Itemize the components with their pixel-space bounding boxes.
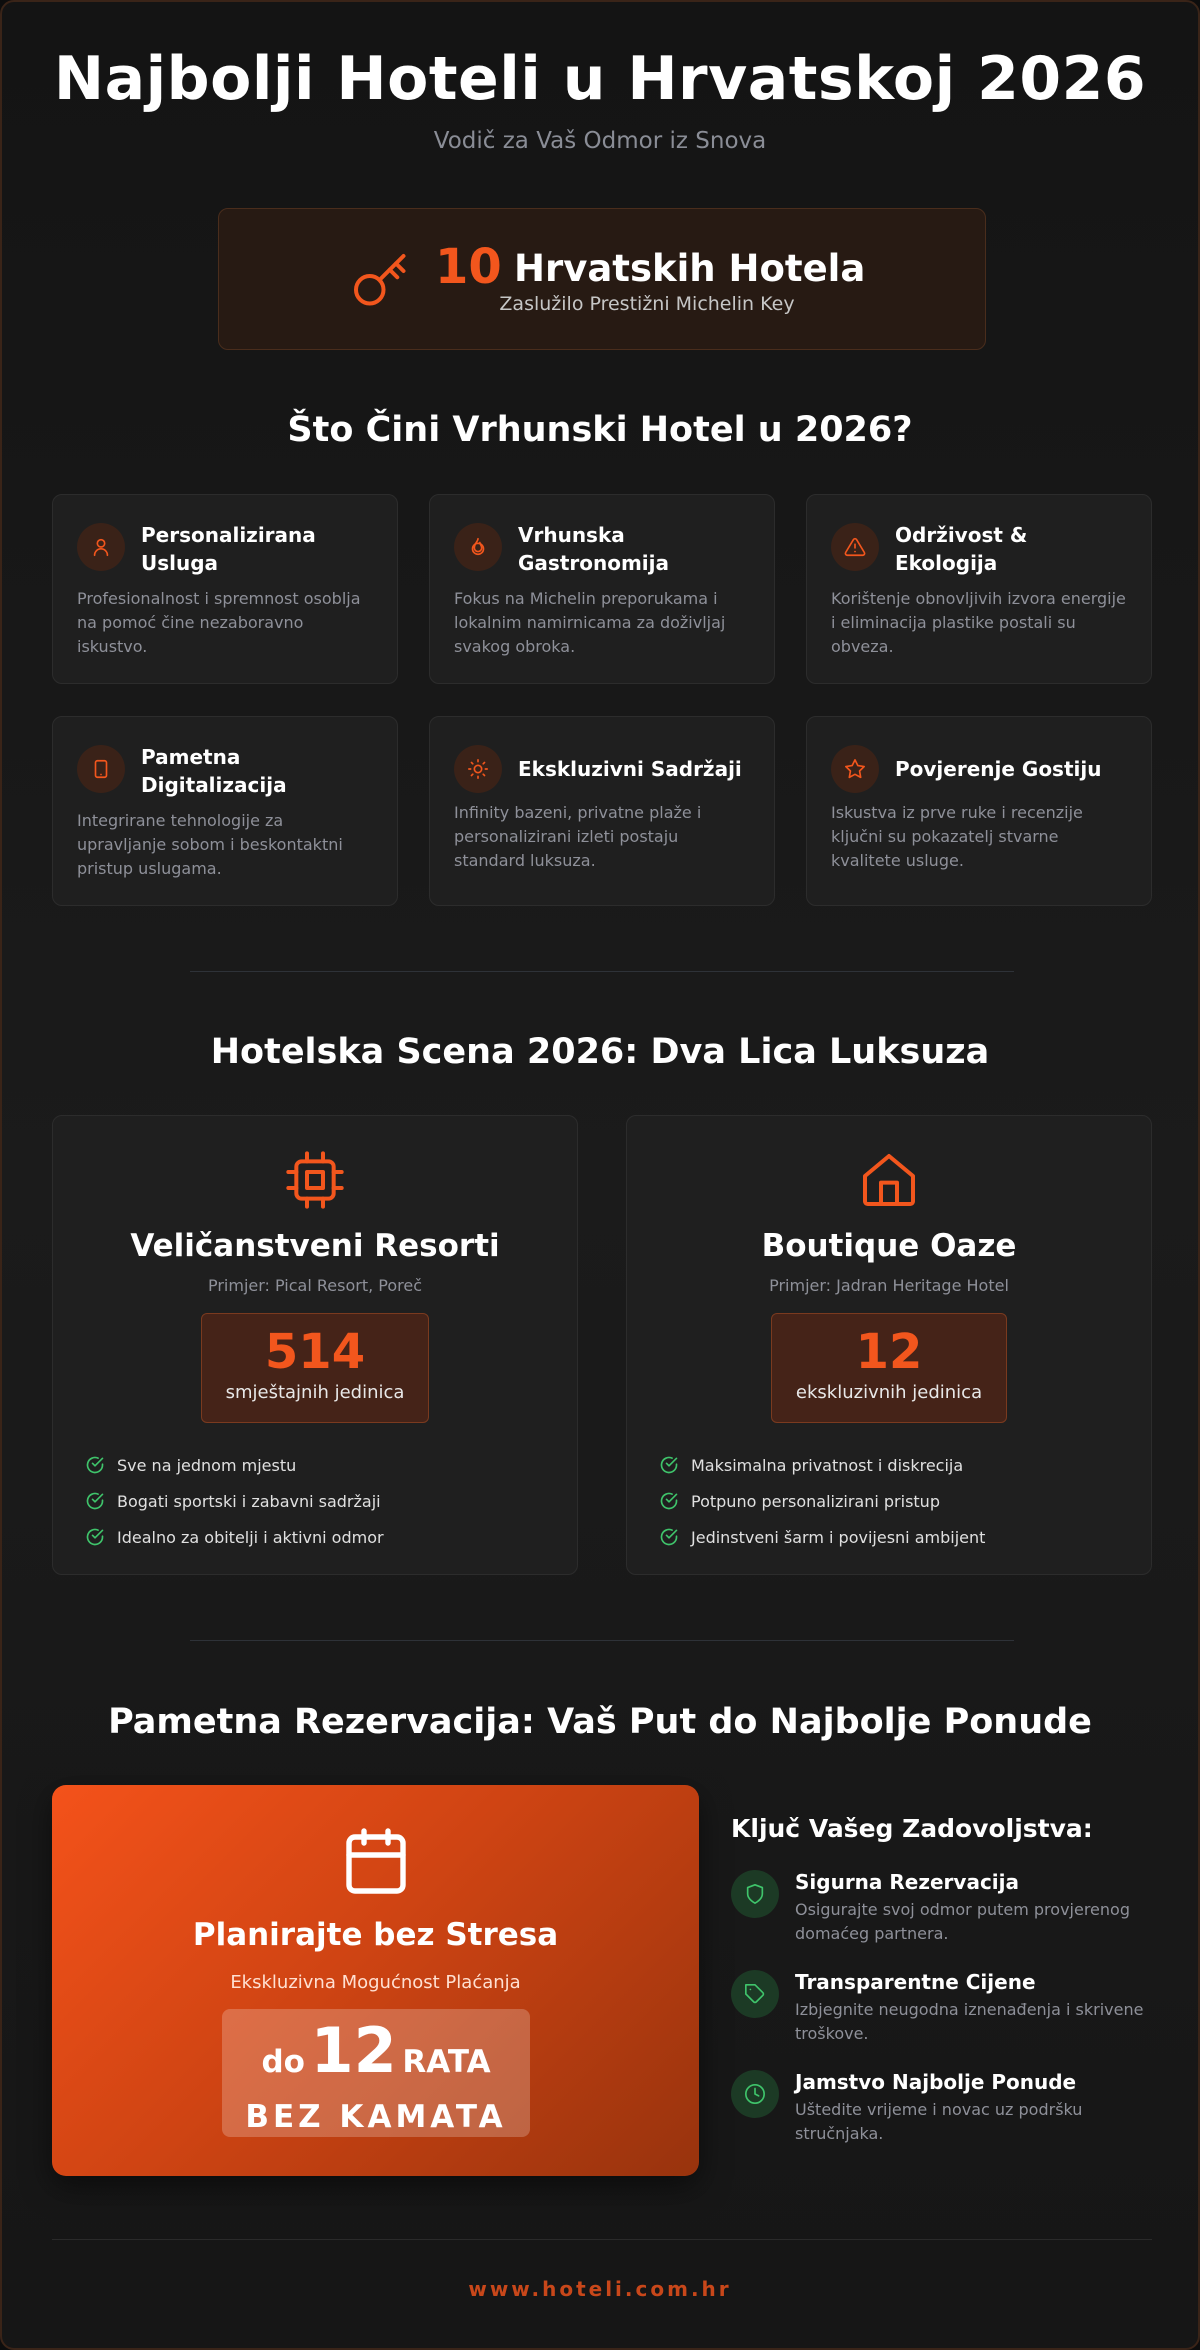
feature-title: Personalizirana Usluga <box>141 523 316 575</box>
feature-description: Iskustva iz prve ruke i recenzije ključni su pokazatelj stvarne kvalitete usluge. <box>831 803 1083 870</box>
benefit-title: Transparentne Cijene <box>795 1970 1036 1994</box>
feature-description: Infinity bazeni, privatne plaže i personalizirani izleti postaju standard luksuza. <box>454 803 702 870</box>
feature-description: Korištenje obnovljivih izvora energije i eliminacija plastike postali su obveza. <box>831 589 1126 656</box>
check-circle-icon <box>659 1527 679 1547</box>
feature-card <box>429 716 775 906</box>
feature-description: Profesionalnost i spremnost osoblja na pomoć čine nezaboravno iskustvo. <box>77 589 361 656</box>
scene-heading: Hotelska Scena 2026: Dva Lica Luksuza <box>210 1032 990 1072</box>
user-icon <box>77 523 125 571</box>
calendar-icon <box>52 1825 699 1897</box>
feature-title: Ekskluzivni Sadržaji <box>518 757 742 781</box>
tablet-icon <box>77 745 125 793</box>
hotel-count: 10 <box>435 239 502 295</box>
boutique-card <box>626 1115 1152 1575</box>
stat-box <box>771 1313 1007 1423</box>
feature-title: Pametna Digitalizacija <box>141 745 287 797</box>
page-subtitle: Vodič za Vaš Odmor iz Snova <box>433 128 767 154</box>
feature-card <box>806 494 1152 684</box>
benefit-description: Osigurajte svoj odmor putem provjerenog domaćeg partnera. <box>795 1900 1130 1943</box>
list-item-text: Jedinstveni šarm i povijesni ambijent <box>691 1527 986 1547</box>
benefit-description: Uštedite vrijeme i novac uz podršku stručnjaka. <box>795 2100 1083 2143</box>
no-interest-label: BEZ KAMATA <box>245 2099 507 2135</box>
footer-website-link[interactable]: www.hoteli.com.hr <box>468 2277 732 2301</box>
clock-icon <box>731 2070 779 2118</box>
cpu-icon <box>53 1148 577 1212</box>
promo-title: Planirajte bez Stresa <box>192 1917 559 1953</box>
benefit-item <box>731 1970 1161 2050</box>
benefit-title: Sigurna Rezervacija <box>795 1870 1020 1894</box>
list-item-text: Maksimalna privatnost i diskrecija <box>691 1455 964 1475</box>
list-item-text: Potpuno personalizirani pristup <box>691 1491 940 1511</box>
hotel-count-label: Hrvatskih Hotela <box>514 247 866 290</box>
footer-divider <box>52 2239 1152 2240</box>
benefit-title: Jamstvo Najbolje Ponude <box>795 2070 1077 2094</box>
check-circle-icon <box>659 1491 679 1511</box>
benefit-item <box>731 1870 1161 1950</box>
card-example: Primjer: Jadran Heritage Hotel <box>769 1276 1009 1295</box>
sun-icon <box>454 745 502 793</box>
booking-heading: Pametna Rezervacija: Vaš Put do Najbolje Ponude <box>108 1702 1092 1742</box>
list-item <box>85 1483 384 1519</box>
feature-card <box>429 494 775 684</box>
warning-icon <box>831 523 879 571</box>
flame-icon <box>454 523 502 571</box>
feature-description: Fokus na Michelin preporukama i lokalnim namirnicama za doživljaj svakog obroka. <box>454 589 726 656</box>
check-circle-icon <box>659 1455 679 1475</box>
feature-card <box>806 716 1152 906</box>
check-circle-icon <box>85 1527 105 1547</box>
benefit-item <box>731 2070 1161 2150</box>
card-title: Veličanstveni Resorti <box>130 1228 500 1264</box>
stat-box <box>201 1313 429 1423</box>
feature-card <box>52 716 398 906</box>
list-item-text: Sve na jednom mjestu <box>117 1455 297 1475</box>
check-list <box>85 1447 384 1555</box>
feature-description: Integrirane tehnologije za upravljanje sobom i beskontaktni pristup uslugama. <box>77 811 343 878</box>
shield-icon <box>731 1870 779 1918</box>
check-list <box>659 1447 985 1555</box>
card-example: Primjer: Pical Resort, Poreč <box>207 1276 423 1295</box>
home-icon <box>627 1148 1151 1212</box>
stat-label: ekskluzivnih jedinica <box>795 1382 983 1403</box>
tag-icon <box>731 1970 779 2018</box>
features-heading: Što Čini Vrhunski Hotel u 2026? <box>287 410 913 450</box>
card-title: Boutique Oaze <box>761 1228 1017 1264</box>
feature-title: Povjerenje Gostiju <box>895 757 1102 781</box>
list-item <box>85 1447 384 1483</box>
installment-promo-card <box>52 1785 699 2176</box>
section-divider <box>190 1640 1014 1641</box>
installment-prefix: do <box>261 2044 305 2080</box>
section-divider <box>190 971 1014 972</box>
feature-card <box>52 494 398 684</box>
list-item <box>659 1519 985 1555</box>
list-item <box>659 1483 985 1519</box>
check-circle-icon <box>85 1491 105 1511</box>
star-icon <box>831 745 879 793</box>
stat-number: 12 <box>855 1324 923 1380</box>
stat-number: 514 <box>264 1324 366 1380</box>
check-circle-icon <box>85 1455 105 1475</box>
list-item-text: Idealno za obitelji i aktivni odmor <box>117 1527 384 1547</box>
page-title: Najbolji Hoteli u Hrvatskoj 2026 <box>53 44 1147 114</box>
list-item <box>659 1447 985 1483</box>
benefits-heading: Ključ Vašeg Zadovoljstva: <box>731 1814 1093 1843</box>
installment-number: 12 <box>310 2014 397 2087</box>
stat-label: smještajnih jedinica <box>225 1382 405 1403</box>
installment-box <box>222 2009 530 2137</box>
feature-title: Vrhunska Gastronomija <box>518 523 670 575</box>
resort-card <box>52 1115 578 1575</box>
michelin-key-caption: Zaslužilo Prestižni Michelin Key <box>499 293 795 315</box>
benefit-description: Izbjegnite neugodna iznenađenja i skrivene troškove. <box>795 2000 1144 2043</box>
list-item <box>85 1519 384 1555</box>
feature-title: Održivost & Ekologija <box>895 523 1028 575</box>
promo-subtitle: Ekskluzivna Mogućnost Plaćanja <box>230 1972 521 1993</box>
list-item-text: Bogati sportski i zabavni sadržaji <box>117 1491 381 1511</box>
michelin-key-banner <box>218 208 986 350</box>
installment-suffix: RATA <box>402 2044 491 2080</box>
